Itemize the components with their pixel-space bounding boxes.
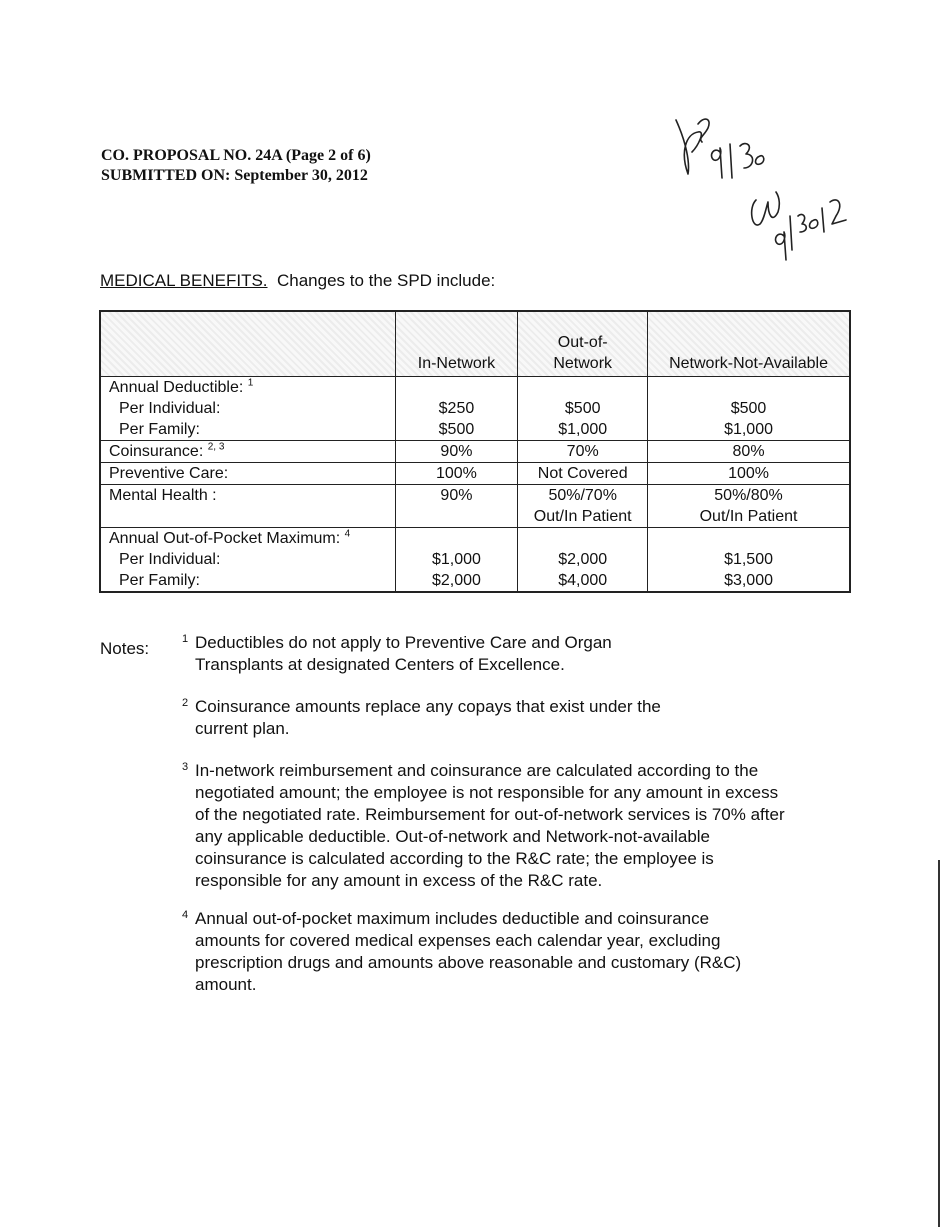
note-4: 4 Annual out-of-pocket maximum includes deductible and coinsurance amounts for covered medical expenses each calendar year, excluding prescription drugs and amounts above reasonable and customary (R&C) amount. <box>182 909 742 994</box>
handwritten-initials-signature <box>668 112 868 262</box>
row-label-mental-health: Mental Health : <box>100 485 395 528</box>
cell-in-coinsurance: 90% <box>395 441 518 463</box>
cell-nna-coinsurance: 80% <box>648 441 850 463</box>
row-label-out-of-pocket: Annual Out-of-Pocket Maximum: $^4$ Per Individual: Per Family: <box>100 528 395 593</box>
cell-nna-preventive: 100% <box>648 463 850 485</box>
section-heading: MEDICAL BENEFITS. <box>100 271 268 290</box>
notes-label: Notes: <box>100 639 150 658</box>
document-header <box>101 146 371 186</box>
cell-in-out-of-pocket: $1,000 $2,000 <box>395 528 518 593</box>
row-label-coinsurance: Coinsurance: $^{2, 3}$ <box>100 441 395 463</box>
cell-out-coinsurance: 70% <box>518 441 648 463</box>
table-row <box>100 485 850 528</box>
header-blank <box>100 311 395 377</box>
note-3: 3 In-network reimbursement and coinsurance are calculated according to the negotiated amount; the employee is not responsible for any amount in excess of the negotiated rate. Reimbursement for out-of-network services is 70% after any applicable deductible. Out-of-network and Network-not-available coinsurance is calculated according to the R&C rate; the employee is responsible for any amount in excess of the R&C rate. <box>182 761 785 890</box>
submitted-date: SUBMITTED ON: September 30, 2012 <box>101 167 368 184</box>
cell-out-mental-health: 50%/70% Out/In Patient <box>518 485 648 528</box>
header-in-network: In-Network <box>395 311 518 377</box>
header-network-not-available: Network-Not-Available <box>648 311 850 377</box>
note-2: 2 Coinsurance amounts replace any copays that exist under the current plan. <box>182 697 661 738</box>
cell-nna-deductible: $500 $1,000 <box>648 377 850 441</box>
cell-out-preventive: Not Covered <box>518 463 648 485</box>
cell-in-preventive: 100% <box>395 463 518 485</box>
proposal-number: CO. PROPOSAL NO. 24A (Page 2 of 6) <box>101 147 371 164</box>
cell-out-deductible: $500 $1,000 <box>518 377 648 441</box>
scan-edge-line <box>938 860 940 1227</box>
cell-in-mental-health: 90% <box>395 485 518 528</box>
benefits-table <box>99 310 851 593</box>
table-row <box>100 528 850 593</box>
row-label-preventive: Preventive Care: <box>100 463 395 485</box>
header-out-line2: Network <box>553 355 613 372</box>
cell-nna-out-of-pocket: $1,500 $3,000 <box>648 528 850 593</box>
cell-in-deductible: $250 $500 <box>395 377 518 441</box>
cell-out-out-of-pocket: $2,000 $4,000 <box>518 528 648 593</box>
table-row <box>100 463 850 485</box>
note-1: 1 Deductibles do not apply to Preventive Care and Organ Transplants at designated Centers of Excellence. <box>182 633 612 674</box>
row-label-deductible: Annual Deductible: $^1$ Per Individual: Per Family: <box>100 377 395 441</box>
table-row <box>100 441 850 463</box>
header-out-line1: Out-of- <box>557 334 608 351</box>
table-row <box>100 377 850 441</box>
header-out-of-network <box>518 311 648 377</box>
cell-nna-mental-health: 50%/80% Out/In Patient <box>648 485 850 528</box>
section-intro <box>100 271 495 291</box>
table-header-row <box>100 311 850 377</box>
section-intro-text: Changes to the SPD include: <box>276 271 496 290</box>
